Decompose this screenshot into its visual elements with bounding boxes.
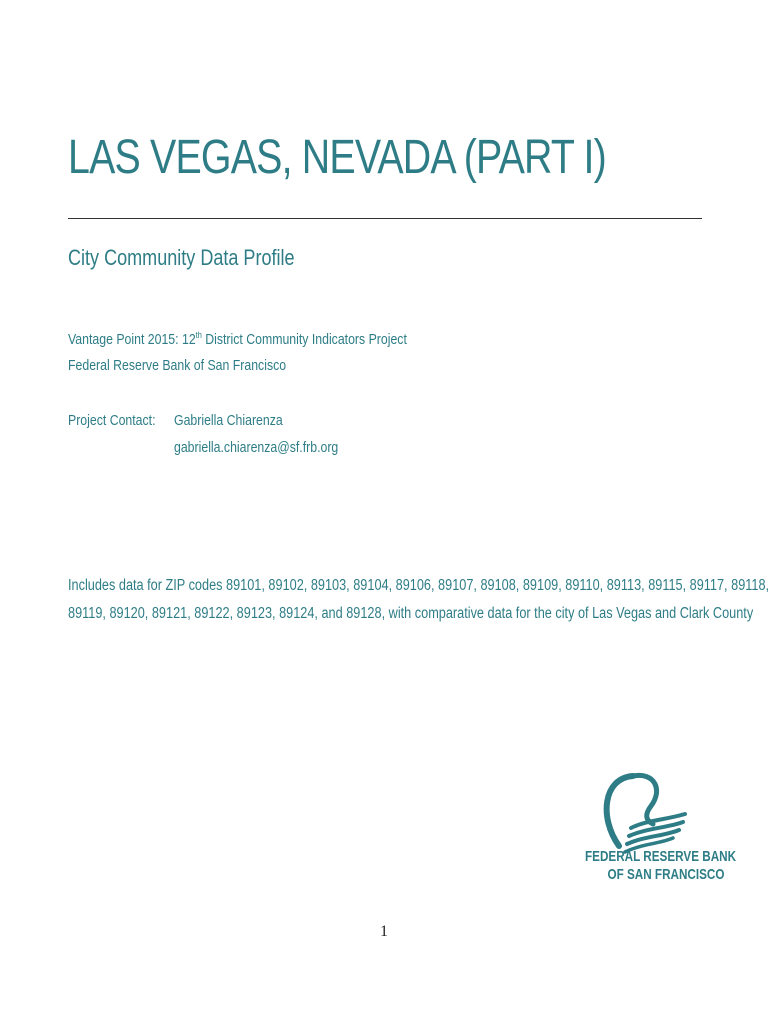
- project-line-2: Federal Reserve Bank of San Francisco: [68, 357, 287, 374]
- project-line-1-sup: th: [195, 330, 202, 340]
- zip-note-line-1: Includes data for ZIP codes 89101, 89102, 89103, 89104, 89106, 89107, 89108, 89109, 89110, 89113, 89115, 89117, 89118,: [68, 577, 770, 594]
- logo-text: [585, 848, 736, 884]
- zip-note-line-2: 89119, 89120, 89121, 89122, 89123, 89124, and 89128, with comparative data for the city of Las Vegas and Clark County: [68, 605, 754, 622]
- project-line-1-suffix: District Community Indicators Project: [201, 331, 407, 348]
- contact-name: Gabriella Chiarenza: [174, 412, 283, 429]
- project-line-1: [68, 330, 407, 348]
- logo-line-2: OF SAN FRANCISCO: [607, 866, 725, 883]
- page-subtitle: City Community Data Profile: [68, 245, 295, 270]
- page-title: LAS VEGAS, NEVADA (PART I): [68, 131, 606, 184]
- contact-email: gabriella.chiarenza@sf.frb.org: [174, 439, 339, 456]
- logo-line-1: FEDERAL RESERVE BANK: [585, 848, 737, 865]
- project-line-1-prefix: Vantage Point 2015: 12: [68, 331, 196, 348]
- zip-code-note: [68, 572, 770, 628]
- page-number: 1: [380, 923, 388, 940]
- contact-label: Project Contact:: [68, 412, 156, 429]
- title-divider: [68, 218, 702, 219]
